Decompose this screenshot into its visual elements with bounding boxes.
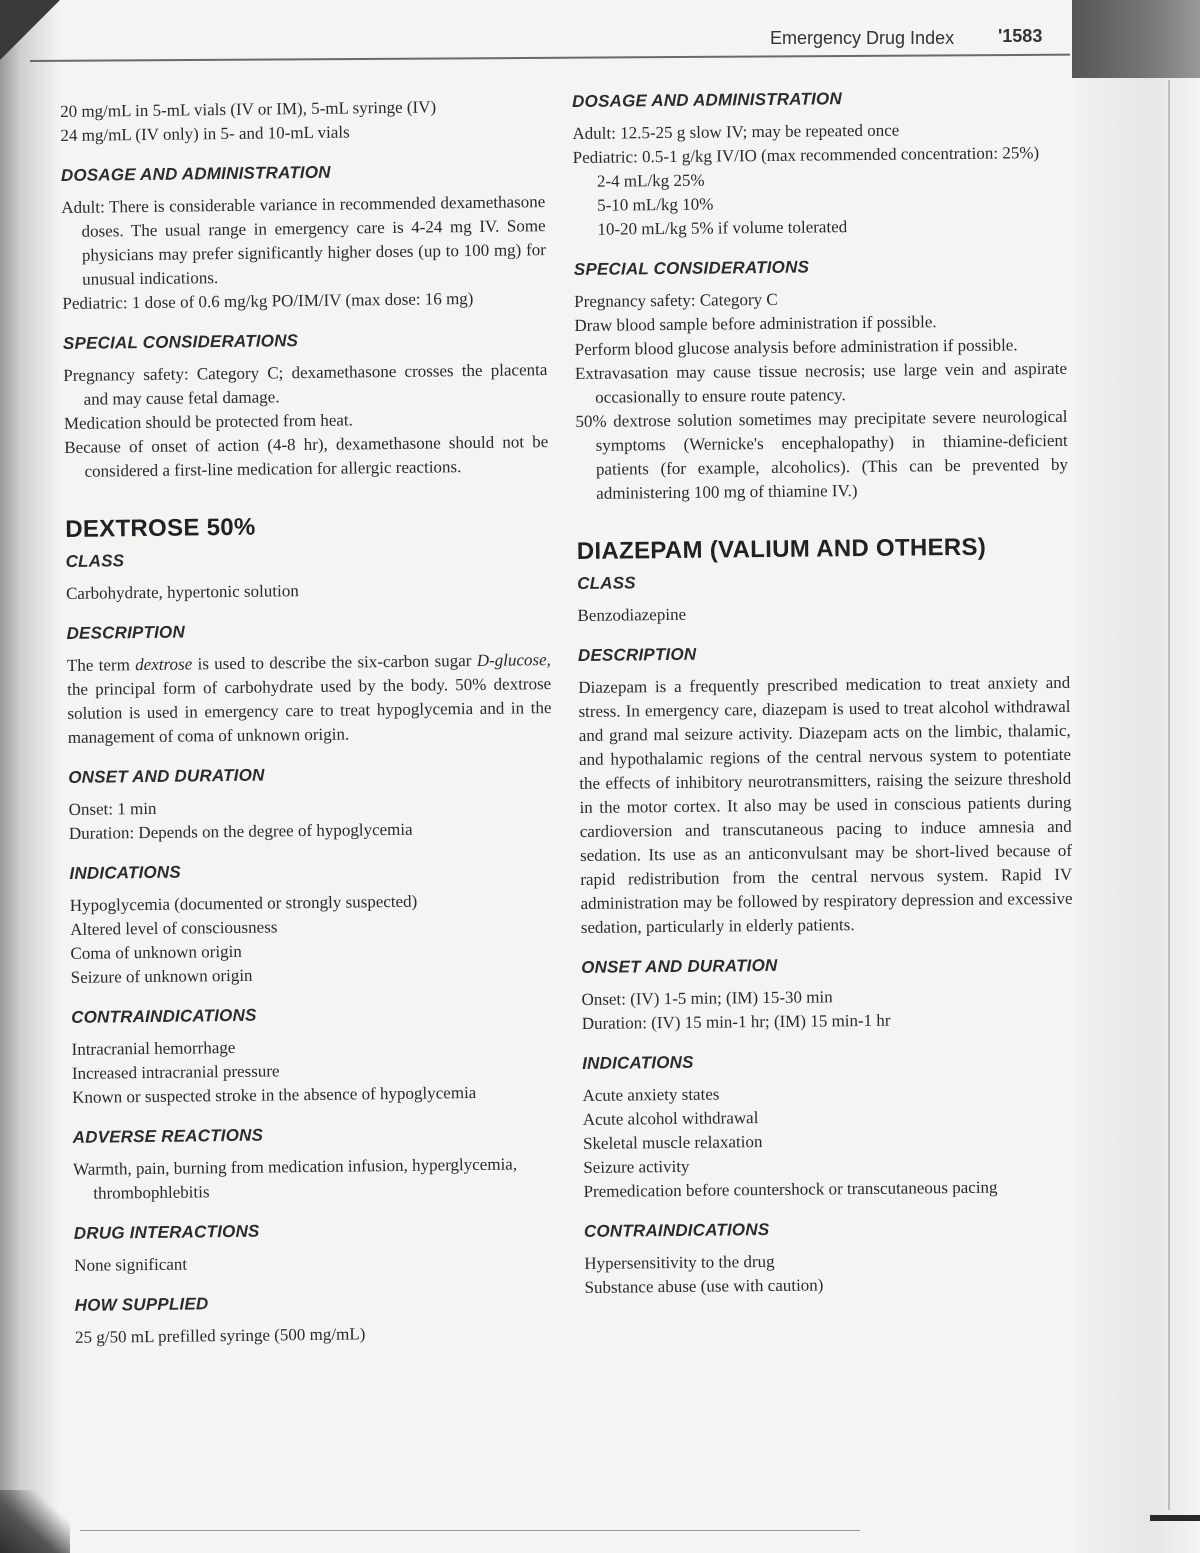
description-post: the principal form of carbohydrate used by the body. 50% dextrose solution is used in emergency care to treat hypoglycemia and in the management of coma of unknown origin.	[67, 674, 552, 747]
dosage-adult: Adult: There is considerable variance in recommended dexamethasone doses. The usual range in emergency care is 4-24 mg IV. Some physicians may prefer significantly higher doses (up to 100 mg) for unusual indications.	[61, 192, 546, 289]
section-heading-onset: ONSET AND DURATION	[581, 955, 778, 977]
indication-item: Seizure activity	[583, 1156, 690, 1177]
indication-item: Skeletal muscle relaxation	[582, 1132, 763, 1153]
left-column	[60, 94, 559, 1350]
drug-title-dextrose: DEXTROSE 50%	[65, 513, 256, 543]
header-title: Emergency Drug Index	[770, 28, 955, 48]
section-heading-dosage: DOSAGE AND ADMINISTRATION	[572, 89, 842, 111]
special-item: Extravasation may cause tissue necrosis; use large vein and aspirate occasionally to ensure route patency.	[574, 358, 1068, 407]
description-mid: is used to describe the six-carbon sugar	[192, 650, 477, 674]
indication-item: Hypoglycemia (documented or strongly suspected)	[69, 891, 418, 915]
contraindication-item: Increased intracranial pressure	[71, 1061, 280, 1083]
indication-item: Coma of unknown origin	[70, 941, 242, 963]
section-heading-dosage: DOSAGE AND ADMINISTRATION	[60, 162, 331, 185]
scan-corner-bottom	[0, 1490, 70, 1553]
onset-item: Onset: (IV) 1-5 min; (IM) 15-30 min	[581, 987, 833, 1009]
section-heading-class: CLASS	[65, 551, 125, 571]
section-heading-supplied: HOW SUPPLIED	[74, 1294, 209, 1315]
description-term: dextrose	[135, 654, 193, 675]
contraindication-item: Hypersensitivity to the drug	[584, 1251, 775, 1273]
adverse-text: Warmth, pain, burning from medication infusion, hyperglycemia, thrombophlebitis	[72, 1154, 518, 1203]
section-heading-indications: INDICATIONS	[69, 862, 182, 883]
dosage-sub-item: 10-20 mL/kg 5% if volume tolerated	[597, 217, 848, 239]
special-item: Medication should be protected from heat.	[63, 410, 353, 433]
page-number: '1583	[998, 26, 1043, 46]
section-heading-description: DESCRIPTION	[577, 644, 697, 665]
contraindication-item: Substance abuse (use with caution)	[584, 1275, 824, 1297]
onset-item: Duration: Depends on the degree of hypoglycemia	[68, 819, 413, 843]
right-column	[572, 85, 1077, 1300]
onset-item: Duration: (IV) 15 min-1 hr; (IM) 15 min-1 hr	[581, 1010, 891, 1033]
section-heading-onset: ONSET AND DURATION	[68, 765, 265, 787]
page-right-margin	[1075, 0, 1200, 1553]
section-heading-special: SPECIAL CONSIDERATIONS	[62, 331, 299, 353]
header-rule	[30, 54, 1070, 62]
page-edge-line	[1168, 80, 1170, 1510]
indication-item: Seizure of unknown origin	[70, 965, 253, 987]
description-text: Diazepam is a frequently prescribed medication to treat anxiety and stress. In emergency care, diazepam is used to treat alcohol withdrawal and grand mal seizure activity. Diazepam acts on the limbic, thalamic, and hypothalamic regions of the central nervous system to potentiate the effects of inhibitory neurotransmitters, raising the seizure threshold in the motor cortex. It also may be used in conscious patients during cardioversion and transcutaneous pacing to induce amnesia and sedation. Its use as an anticonvulsant may be short-lived because of rapid redistribution from the central nervous system. Rapid IV administration may be followed by respiratory depression and excessive sedation, particularly in elderly patients.	[578, 672, 1073, 937]
section-heading-interactions: DRUG INTERACTIONS	[73, 1221, 260, 1243]
description-term-glucose: D-glucose,	[476, 650, 551, 670]
onset-item: Onset: 1 min	[68, 798, 157, 819]
description-text	[67, 648, 552, 750]
indication-item: Acute alcohol withdrawal	[582, 1108, 759, 1129]
supplied-text: 25 g/50 mL prefilled syringe (500 mg/mL)	[75, 1324, 366, 1347]
dosage-pediatric: Pediatric: 0.5-1 g/kg IV/IO (max recommended concentration: 25%)	[572, 143, 1040, 167]
interactions-text: None significant	[74, 1254, 188, 1275]
section-heading-adverse: ADVERSE REACTIONS	[72, 1125, 264, 1147]
section-heading-contraindications: CONTRAINDICATIONS	[583, 1219, 770, 1241]
supply-line: 20 mg/mL in 5-mL vials (IV or IM), 5-mL syringe (IV)	[60, 97, 437, 121]
section-heading-description: DESCRIPTION	[66, 622, 186, 643]
special-item: Pregnancy safety: Category C; dexamethasone crosses the placenta and may cause fetal damage.	[63, 360, 548, 409]
supply-line: 24 mg/mL (IV only) in 5- and 10-mL vials	[60, 122, 350, 145]
special-item: Draw blood sample before administration if possible.	[574, 312, 937, 335]
description-pre: The term	[66, 655, 136, 675]
scan-left-shadow	[0, 0, 60, 1553]
section-heading-indications: INDICATIONS	[582, 1052, 694, 1073]
class-text: Benzodiazepine	[577, 604, 687, 625]
running-header	[0, 24, 1060, 54]
section-heading-contraindications: CONTRAINDICATIONS	[71, 1005, 257, 1027]
special-item: Perform blood glucose analysis before administration if possible.	[574, 335, 1018, 359]
dosage-pediatric: Pediatric: 1 dose of 0.6 mg/kg PO/IM/IV (max dose: 16 mg)	[62, 288, 474, 313]
class-text: Carbohydrate, hypertonic solution	[65, 581, 299, 603]
contraindication-item: Known or suspected stroke in the absence of hypoglycemia	[72, 1082, 477, 1107]
special-item: Because of onset of action (4-8 hr), dexamethasone should not be considered a first-line medication for allergic reactions.	[64, 432, 549, 481]
page-edge-mark	[1150, 1515, 1200, 1521]
section-heading-special: SPECIAL CONSIDERATIONS	[573, 257, 810, 279]
thumb-index-tab	[1072, 0, 1200, 78]
footer-rule	[80, 1530, 860, 1531]
indication-item: Altered level of consciousness	[70, 917, 278, 939]
contraindication-item: Intracranial hemorrhage	[71, 1037, 236, 1059]
section-heading-class: CLASS	[577, 573, 636, 593]
special-item: Pregnancy safety: Category C	[574, 289, 778, 311]
dosage-sub-item: 5-10 mL/kg 10%	[597, 194, 714, 215]
dosage-adult: Adult: 12.5-25 g slow IV; may be repeated once	[572, 120, 900, 143]
indication-item: Acute anxiety states	[582, 1084, 720, 1105]
dosage-sub-item: 2-4 mL/kg 25%	[596, 170, 705, 191]
drug-title-diazepam: DIAZEPAM (VALIUM AND OTHERS)	[576, 533, 987, 565]
special-item: 50% dextrose solution sometimes may precipitate severe neurological symptoms (Wernicke's encephalopathy) in thiamine-deficient patients (for example, alcoholics). (This can be prevented by administering 100 mg of thiamine IV.)	[575, 406, 1069, 503]
indication-item: Premedication before countershock or transcutaneous pacing	[583, 1177, 998, 1201]
